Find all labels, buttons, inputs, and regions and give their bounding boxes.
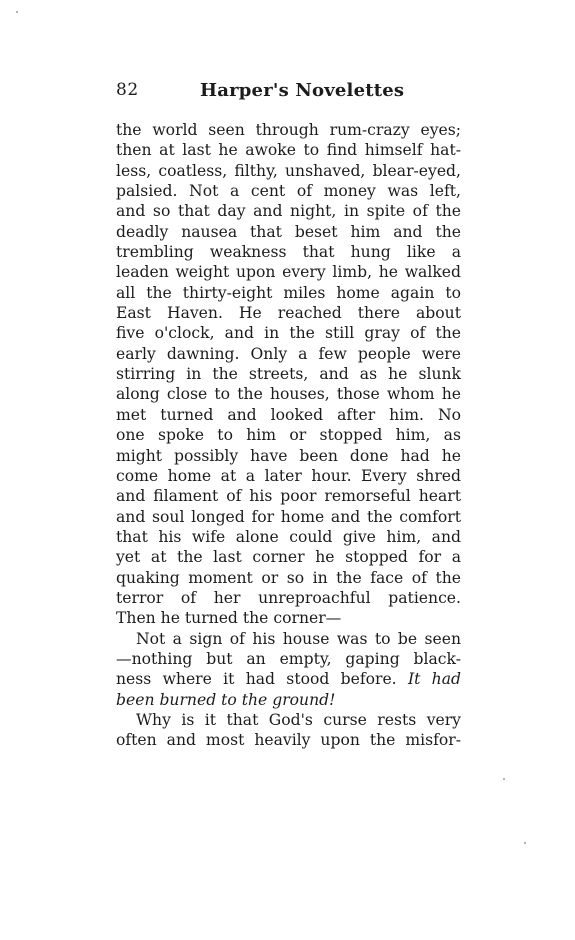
text-line: ness where it had stood before. It had: [116, 670, 461, 689]
text-line: come home at a later hour. Every shred: [116, 466, 461, 485]
paper-speck: [503, 778, 505, 780]
text-line: met turned and looked after him. No: [116, 405, 461, 424]
paragraph-start-line: Why is it that God's curse rests very: [136, 710, 461, 729]
text-line: the world seen through rum-crazy eyes;: [116, 121, 461, 139]
text-line: often and most heavily upon the misfor-: [116, 731, 461, 750]
paper-speck: [16, 11, 18, 13]
text-line: that his wife alone could give him, and: [116, 527, 461, 546]
body-text: [116, 120, 461, 751]
text-line: deadly nausea that beset him and the: [116, 222, 461, 241]
text-line: —nothing but an empty, gaping black-: [116, 649, 461, 668]
text-line: and so that day and night, in spite of the: [116, 202, 461, 221]
text-line: trembling weakness that hung like a: [116, 243, 461, 262]
text-line: East Haven. He reached there about: [116, 304, 461, 323]
text-line: yet at the last corner he stopped for a: [116, 548, 461, 567]
text-line: palsied. Not a cent of money was left,: [116, 182, 461, 201]
page-header: [116, 80, 461, 102]
text-line: stirring in the streets, and as he slunk: [116, 365, 461, 384]
text-line: and filament of his poor remorseful heart: [116, 487, 461, 506]
text-line: less, coatless, filthy, unshaved, blear-eyed,: [116, 161, 461, 180]
text-line: one spoke to him or stopped him, as: [116, 426, 461, 445]
running-title: Harper's Novelettes: [200, 80, 405, 101]
text-line: terror of her unreproachful patience.: [116, 588, 461, 607]
paper-speck: [524, 842, 526, 844]
text-line: [116, 690, 461, 710]
text-line: then at last he awoke to find himself hat-: [116, 141, 461, 160]
text-line: leaden weight upon every limb, he walked: [116, 263, 461, 282]
text-line: and soul longed for home and the comfort: [116, 507, 461, 526]
italic-phrase: been burned to the ground!: [116, 690, 336, 709]
text-line: might possibly have been done had he: [116, 446, 461, 465]
paragraph-start-line: Not a sign of his house was to be seen: [136, 629, 461, 648]
text-line: five o'clock, and in the still gray of the: [116, 324, 461, 343]
text-line: all the thirty-eight miles home again to: [116, 283, 461, 302]
italic-phrase: It had: [407, 670, 461, 689]
text-line: early dawning. Only a few people were: [116, 344, 461, 363]
text-line: along close to the houses, those whom he: [116, 385, 461, 404]
page-number: 82: [116, 80, 139, 100]
text-line: Then he turned the corner—: [116, 609, 342, 628]
text-line: quaking moment or so in the face of the: [116, 568, 461, 587]
